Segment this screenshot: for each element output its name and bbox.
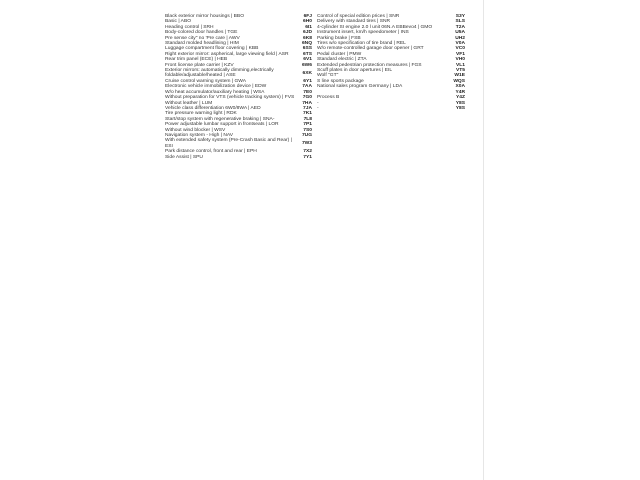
option-code: 6I1 <box>305 24 312 30</box>
option-description: W/o remote-controlled garage door opener | GRT <box>317 46 424 52</box>
option-description: Black exterior mirror housings | BBO <box>165 14 245 19</box>
option-row <box>165 155 312 160</box>
option-code: 6W6 <box>301 62 312 68</box>
option-description: Park distance control, front and rear | EPH <box>165 149 257 155</box>
option-code: 7E0 <box>303 89 312 95</box>
option-description: Exterior mirrors: automatically dimming,electrically foldable/adjustable/heated | ASE <box>165 68 274 79</box>
option-code: 7G0 <box>302 95 312 101</box>
option-description: Vehicle class differentiation 6W0/8WA | AED <box>165 105 261 111</box>
option-code: U5A <box>455 30 465 36</box>
option-description: Process B <box>317 95 340 101</box>
option-description: Extended pedestrian protection measures | FGS <box>317 62 422 68</box>
option-description: Without preparation for VTS (vehicle tracking system) | FVS <box>165 95 295 101</box>
right-option-column <box>317 14 465 111</box>
option-description: Heading control | SRH <box>165 24 214 30</box>
option-description: Start/stop system with regenerative braking | SNA- <box>165 116 275 122</box>
document-page <box>155 0 484 480</box>
option-description: Body-colored door handles | TGE <box>165 30 238 36</box>
option-description: With extended safety system (Pre-Crash Basic and Rear) | ESI <box>165 138 292 149</box>
option-description: Luggage compartment floor covering | KBB <box>165 46 259 52</box>
option-row <box>317 84 465 89</box>
option-code: W1E <box>454 73 465 79</box>
option-code: 7JA <box>303 105 312 111</box>
option-code: 6TS <box>303 51 312 57</box>
option-description: Pedal cluster | PMW <box>317 51 362 57</box>
option-description: National sales program Germany | LDA <box>317 84 403 90</box>
option-description: Front license plate carrier | KZV <box>165 62 234 68</box>
left-option-column <box>165 14 312 160</box>
option-code: VF1 <box>456 51 465 57</box>
option-code: 7UG <box>301 132 312 138</box>
option-code: 7W3 <box>301 141 312 147</box>
option-code: VL1 <box>456 62 465 68</box>
option-code: 7Y1 <box>303 154 312 160</box>
option-description: - <box>317 105 319 111</box>
option-code: 6K8 <box>303 35 312 41</box>
option-description: S line sports package <box>317 78 364 84</box>
option-description: Scuff plates in door apertures | EIL <box>317 68 393 74</box>
option-code: 6SS <box>302 46 312 52</box>
option-code: VH0 <box>455 57 465 63</box>
option-description: 4-cylinder SI engine 2.0 l unit 06N.A EBBevo4 | GMO <box>317 24 433 30</box>
option-description: Tire pressure warning light | RDK <box>165 111 237 117</box>
option-code: SLS <box>455 19 465 25</box>
option-code: Y4R <box>455 89 465 95</box>
option-description: Wolf "GT" <box>317 73 339 79</box>
option-code: 6V1 <box>303 57 312 63</box>
option-code: 7S0 <box>303 127 312 133</box>
option-description: Pre sense city" no 'Pre care | AWV <box>165 35 240 41</box>
option-row <box>165 138 312 149</box>
option-description: Basic | ABO <box>165 19 192 25</box>
option-code: 6Y1 <box>303 78 312 84</box>
option-description: Standard electric | ZTA <box>317 57 367 63</box>
option-code: Y4Z <box>456 95 465 101</box>
option-description: Parking brake | FSB <box>317 35 361 41</box>
option-description: Power adjustable lumbar support in frontseats | LOR <box>165 122 279 128</box>
option-code: 7HA <box>302 100 312 106</box>
option-code: 7K1 <box>303 111 312 117</box>
option-code: 7P1 <box>303 122 312 128</box>
option-code: Y8S <box>455 105 465 111</box>
option-description: Control of special edition prices | SNR <box>317 14 400 19</box>
option-code: UH2 <box>455 35 465 41</box>
option-row <box>317 106 465 111</box>
option-description: Side Assist | SPU <box>165 154 203 160</box>
option-description: Standard molded headlining | HIM <box>165 41 239 47</box>
option-code: X0A <box>455 84 465 90</box>
option-description: Without leather | LUM <box>165 100 213 106</box>
option-code: 6NQ <box>301 41 312 47</box>
option-code: V0A <box>455 41 465 47</box>
option-code: 6JD <box>303 30 312 36</box>
option-code: WQS <box>453 78 465 84</box>
option-description: Tires w/o specification of tire brand | REL <box>317 41 406 47</box>
option-code: 7X2 <box>303 149 312 155</box>
option-description: Right exterior mirror: aspherical, large viewing field | ASR <box>165 51 289 57</box>
option-code: 6XK <box>302 70 312 76</box>
option-code: 6H0 <box>303 19 312 25</box>
option-description: Navigation system - High | NAV <box>165 132 234 138</box>
option-description: Delivery with standard tires | SNR <box>317 19 391 25</box>
option-code: T2A <box>455 24 465 30</box>
option-row <box>165 68 312 79</box>
option-code: 6FJ <box>303 14 312 19</box>
option-description: Rear trim panel (ECE) | HEB <box>165 57 228 63</box>
option-code: VT5 <box>456 68 465 74</box>
option-code: VC0 <box>455 46 465 52</box>
option-code: S3Y <box>455 14 465 19</box>
option-code: 7L8 <box>303 116 312 122</box>
option-description: Electronic vehicle immobilization device | EDW <box>165 84 267 90</box>
option-description: Cruise control warning system | GWA <box>165 78 246 84</box>
option-code: 7AA <box>302 84 312 90</box>
option-description: W/o heat accumulator/auxiliary heating | WSA <box>165 89 265 95</box>
option-code: Y8S <box>455 100 465 106</box>
option-description: Without wind blocker | WSV <box>165 127 226 133</box>
option-description: - <box>317 100 319 106</box>
option-description: Instrument insert, km/h speedometer | INS <box>317 30 409 36</box>
